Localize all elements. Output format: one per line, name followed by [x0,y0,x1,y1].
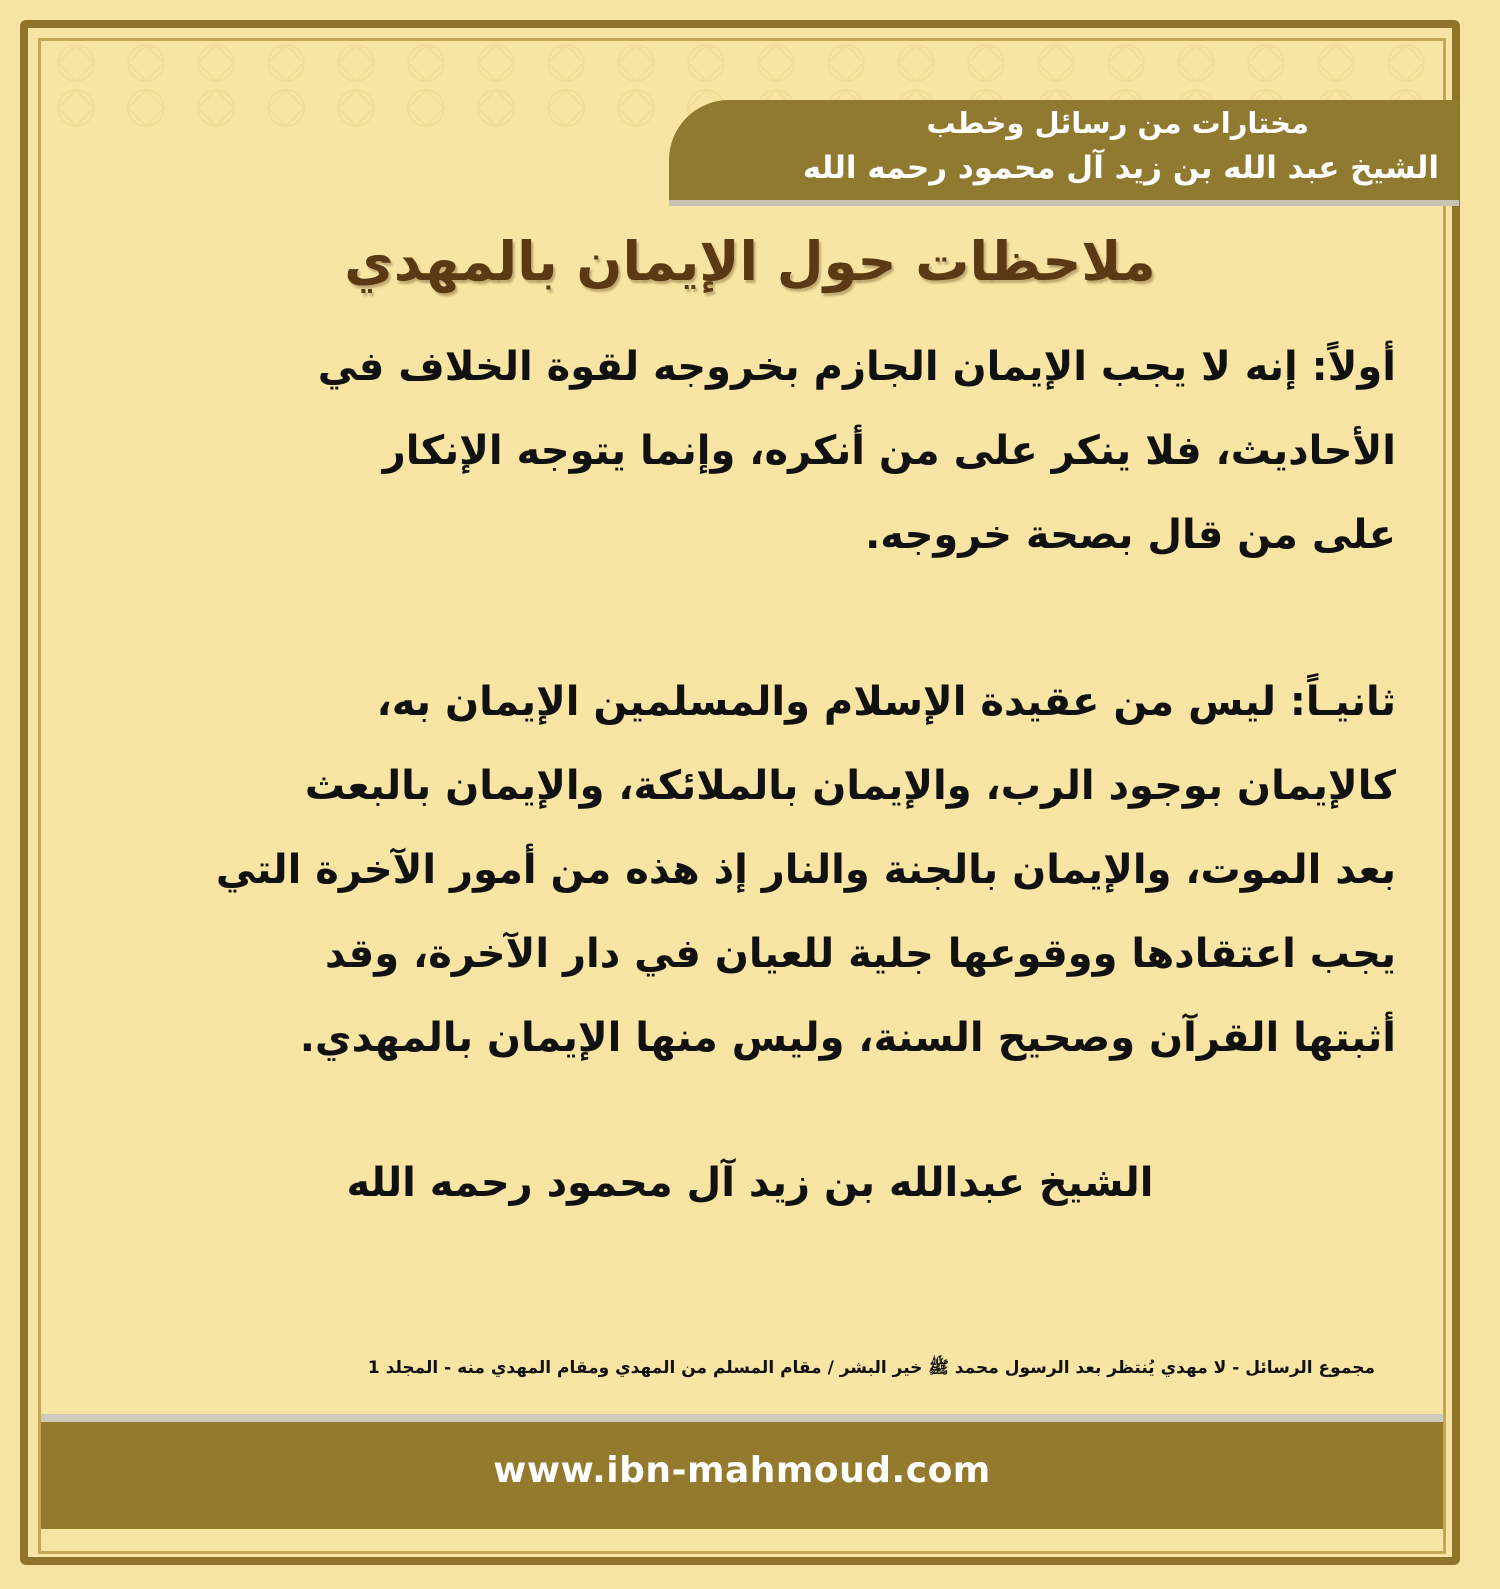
footer-band [41,1422,1443,1529]
header-banner [669,100,1459,200]
paragraph-line: أثبتها القرآن وصحيح السنة، وليس منها الإيمان بالمهدي. [299,1015,1396,1061]
paragraph-second [126,660,1396,1080]
paragraph-line: على من قال بصحة خروجه. [865,512,1396,558]
header-subtitle: مختارات من رسائل وخطب [926,106,1309,140]
paragraph-first [126,325,1396,577]
header-author: الشيخ عبد الله بن زيد آل محمود رحمه الله [802,150,1439,186]
source-citation: مجموع الرسائل - لا مهدي يُنتظر بعد الرسول محمد ﷺ خير البشر / مقام المسلم من المهدي ومقام المهدي منه - المجلد 1 [367,1358,1375,1378]
website-link[interactable]: www.ibn-mahmoud.com [493,1450,991,1491]
page-title: ملاحظات حول الإيمان بالمهدي [344,230,1156,293]
paragraph-line: يجب اعتقادها ووقوعها جلية للعيان في دار الآخرة، وقد [324,931,1396,977]
paragraph-line: الأحاديث، فلا ينكر على من أنكره، وإنما يتوجه الإنكار [382,428,1396,474]
footer-divider [41,1414,1443,1422]
paragraph-line: بعد الموت، والإيمان بالجنة والنار إذ هذه من أمور الآخرة التي [215,847,1396,893]
author-signature: الشيخ عبدالله بن زيد آل محمود رحمه الله [346,1160,1154,1206]
paragraph-line: ثانيـاً: ليس من عقيدة الإسلام والمسلمين الإيمان به، [376,679,1396,725]
paragraph-line: كالإيمان بوجود الرب، والإيمان بالملائكة، والإيمان بالبعث [304,763,1396,809]
paragraph-line: أولاً: إنه لا يجب الإيمان الجازم بخروجه لقوة الخلاف في [317,344,1396,390]
